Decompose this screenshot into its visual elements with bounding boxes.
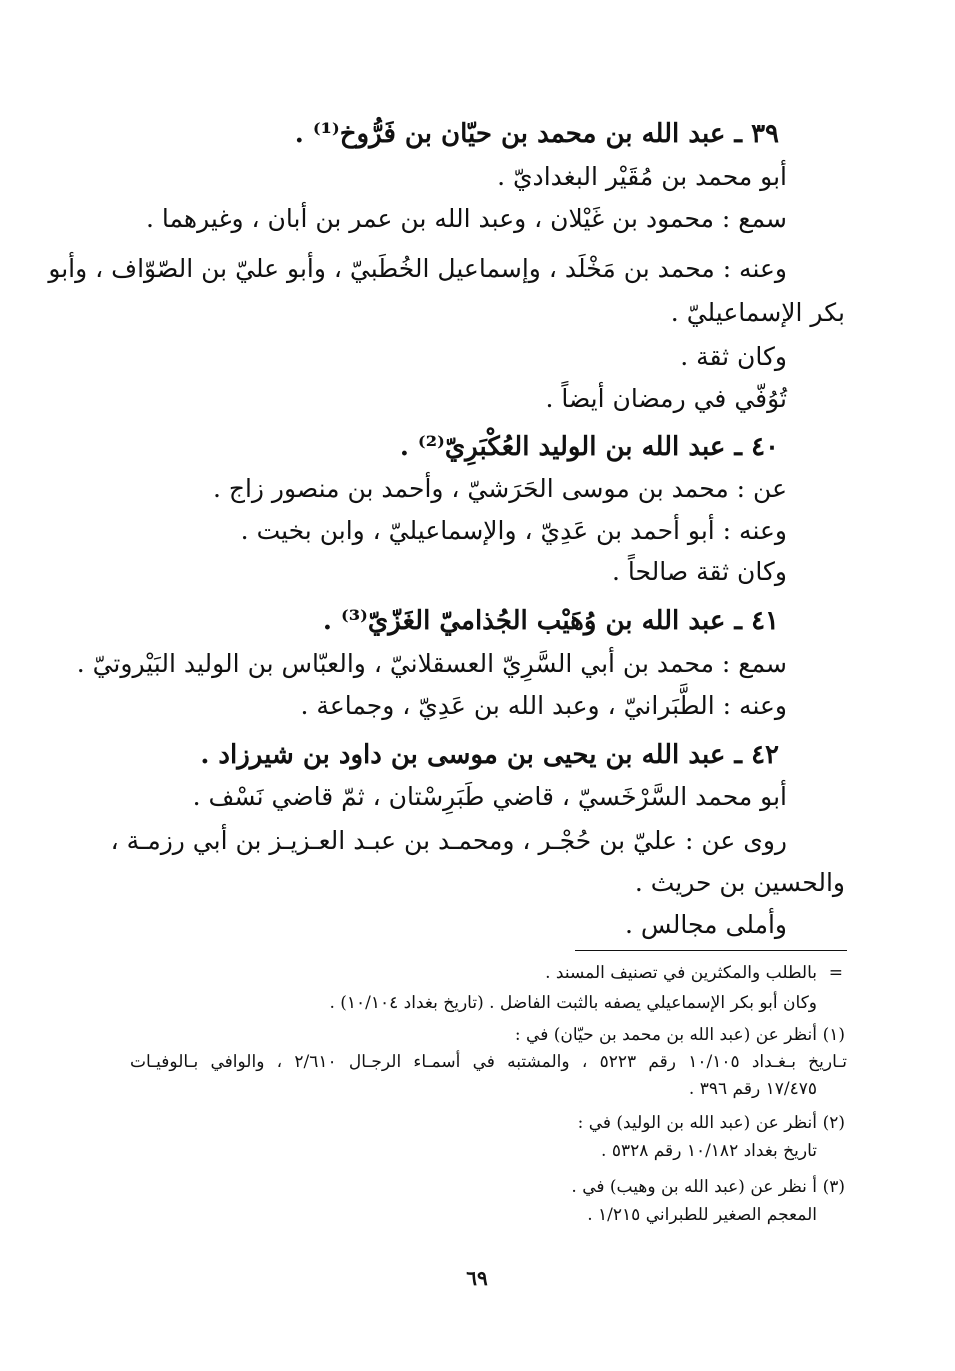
entry-41-heading: ٤١ ـ عبد الله بن وُهَيْب الجُذاميّ الغَزّيّ⁽³⁾ . [322,606,779,636]
footnote-2-marker: (٢) [822,1113,845,1133]
footnote-continuation-marker: = [828,963,843,983]
entry-41-students: وعنه : الطَّبَرانيّ ، وعبد الله بن عَدِيّ ، وجماعة . [300,691,787,720]
footnote-3-line1: أ نظر عن (عبد الله بن وهيب) في . [571,1177,817,1197]
entry-42-dictated: وأملى مجالس . [625,910,787,939]
footnote-continuation-line2: وكان أبو بكر الإسماعيلي يصفه بالثبت الفاضل . (تاريخ بغداد ١٠/١٠٤) . [329,993,817,1013]
entry-42-heading: ٤٢ ـ عبد الله بن يحيى بن موسى بن داود بن شيرزاد . [200,740,779,770]
entry-41-heard: سمع : محمد بن أبي السَّرِيّ العسقلانيّ ، والعبّاس بن الوليد البَيْروتيّ . [76,649,787,678]
footnote-1-line3: ١٧/٤٧٥ رقم ٣٩٦ . [688,1079,817,1099]
entry-39-heard: سمع : محمود بن غَيْلان ، وعبد الله بن عمر بن أبان ، وغيرهما . [145,204,787,233]
entry-40-trust: وكان ثقة صالحاً . [612,557,787,586]
footnote-1-line2: تـاريخ بـغـداد ١٠/١٠٥ رقم ٥٢٢٣ ، والمشتبه في أسمـاء الرجـال ٢/٦١٠ ، والوافي بـالوفيـات [130,1052,847,1072]
entry-39-kunya: أبو محمد بن مُقَيْر البغداديّ . [497,162,787,191]
entry-40-heading: ٤٠ ـ عبد الله بن الوليد العُكْبَرِيّ⁽²⁾ . [399,432,779,462]
footnote-3-line2: المعجم الصغير للطبراني ١/٢١٥ . [587,1205,817,1225]
entry-39-trust: وكان ثقة . [680,342,787,371]
entry-39-death: تُوُفّي في رمضان أيضاً . [545,384,787,413]
entry-42-narrated-line2: والحسين بن حريث . [634,868,845,897]
footnote-2-line1: أنظر عن (عبد الله بن الوليد) في : [577,1113,817,1133]
entry-40-from: عن : محمد بن موسى الحَرَشيّ ، وأحمد بن منصور زاج . [212,474,787,503]
entry-42-narrated-line1: روى عن : عليّ بن حُجْـر ، ومحمـد بن عبـد العـزيـز بن أبي رزمـة ، [110,826,787,855]
footnote-1-line1: أنظر عن (عبد الله بن محمد بن حيّان) في : [514,1025,817,1045]
footnote-1-marker: (١) [822,1025,845,1045]
footnote-continuation-line1: بالطلب والمكثرين في تصنيف المسند . [545,963,817,983]
page-number: ٦٩ [466,1266,488,1290]
entry-39-students-line1: وعنه : محمد بن مَخْلَد ، وإسماعيل الخُطَبيّ ، وأبو عليّ بن الصّوّاف ، وأبو [48,254,787,283]
entry-39-heading: ٣٩ ـ عبد الله بن محمد بن حيّان بن فَرُّوخ⁽¹⁾ . [294,119,779,149]
entry-40-students: وعنه : أبو أحمد بن عَدِيّ ، والإسماعيليّ ، وابن بخيت . [240,516,787,545]
footnote-2-line2: تاريخ بغداد ١٠/١٨٢ رقم ٥٣٢٨ . [601,1141,817,1161]
entry-39-students-line2: بكر الإسماعيليّ . [670,298,845,327]
entry-42-kunya: أبو محمد السَّرْخَسيّ ، قاضي طَبَرِسْتان ، ثمّ قاضي نَسْف . [192,782,787,811]
footnote-separator [575,950,847,951]
footnote-3-marker: (٣) [822,1177,845,1197]
